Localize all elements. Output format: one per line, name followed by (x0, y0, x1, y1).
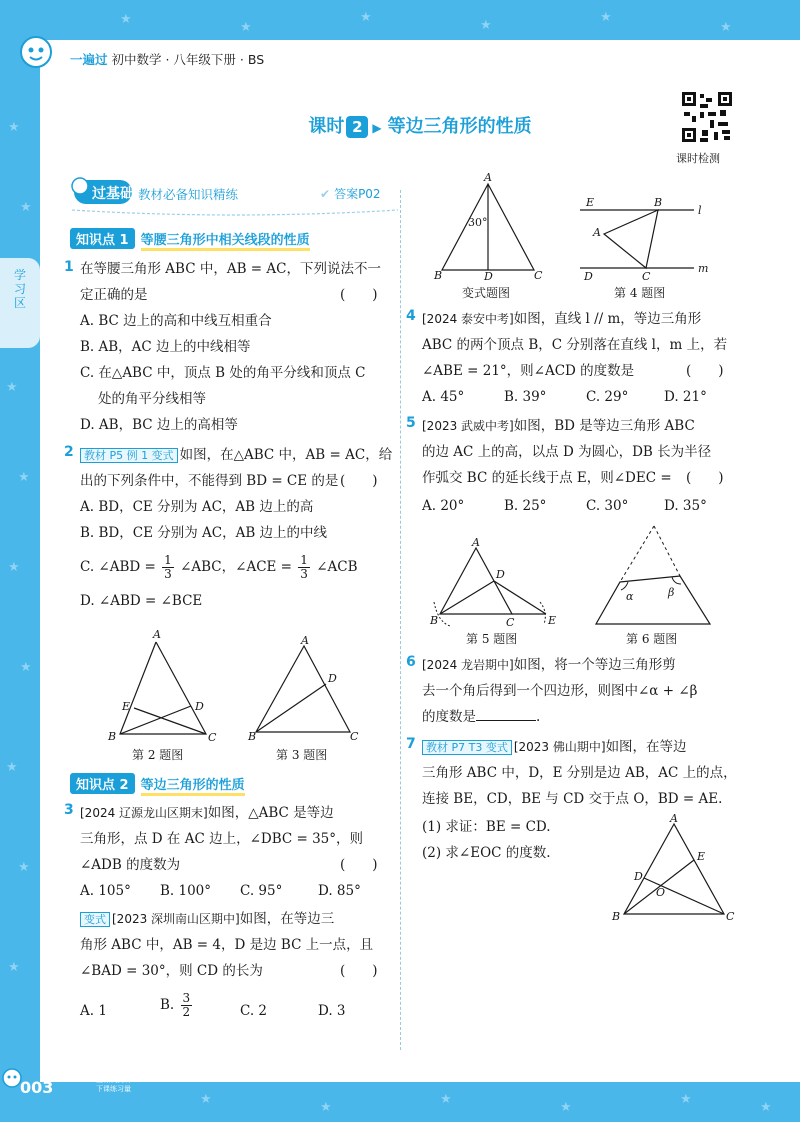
figure-4 (580, 194, 710, 284)
figure-2 (106, 626, 226, 746)
q5-bracket: ( ) (686, 470, 724, 486)
q1-stem-1: 在等腰三角形 ABC 中，AB = AC，下列说法不一 (80, 261, 381, 277)
q7-tag: 教材 P7 T3 变式 (422, 740, 512, 755)
q3v-tag: 变式 (80, 912, 110, 927)
q3-bracket: ( ) (340, 857, 378, 873)
figvar-caption: 变式题图 (462, 286, 511, 300)
page-number: 003 (20, 1078, 54, 1097)
fig7-label-c: C (726, 910, 735, 923)
fig4-label-d: D (584, 270, 593, 283)
fig5-label-b: B (430, 614, 439, 627)
q2-number: 2 (64, 444, 74, 460)
q3-option-a[interactable]: A. 105° (80, 883, 131, 899)
fig6-label-beta: β (668, 586, 675, 599)
frac-numerator: 1 (164, 553, 172, 567)
q2-c-post: ∠ACB (316, 559, 358, 575)
q2-option-d[interactable]: D. ∠ABD = ∠BCE (80, 593, 203, 609)
q3-stem-3: ∠ADB 的度数为 (80, 857, 181, 873)
lesson-number: 2 (346, 116, 368, 138)
banner-subtitle: 教材必备知识精练 (138, 187, 239, 202)
fig2-label-b: B (108, 730, 117, 743)
q4-option-a[interactable]: A. 45° (422, 389, 465, 405)
q7-stem-3: 连接 BE，CD，BE 与 CD 交于点 O，BD = AE. (422, 791, 723, 807)
footer-motto (96, 1076, 131, 1094)
fig4-label-b: B (654, 196, 663, 209)
section-banner (70, 176, 400, 216)
q3-option-b[interactable]: B. 100° (160, 883, 212, 899)
border-star-pattern: ★ ★ ★ ★ ★ ★ ★ ★ ★ ★ ★ ★ ★ ★ ★ ★ ★ ★ ★ ★ ★ (6, 10, 772, 1115)
figvar-label-a: A (484, 171, 492, 184)
lesson-name: 等边三角形的性质 (387, 116, 532, 137)
q5-stem-1 (422, 417, 695, 435)
q2-stem-1 (80, 446, 392, 465)
q3-stem-2: 三角形，点 D 在 AC 边上，∠DBC = 35°，则 (80, 831, 364, 847)
series-brand: 一遍过 (70, 52, 108, 67)
fig2-caption: 第 2 题图 (132, 748, 184, 762)
q7-stem-2: 三角形 ABC 中，D，E 分别是边 AB，AC 上的点， (422, 765, 737, 781)
q3-option-d[interactable]: D. 85° (318, 883, 361, 899)
fig3-label-d: D (328, 672, 337, 685)
fig5-label-a: A (472, 538, 480, 549)
q5-option-c[interactable]: C. 30° (586, 498, 629, 514)
q6-stem-1 (422, 656, 676, 674)
fig2-label-e: E (122, 700, 131, 713)
q4-source: [2024 泰安中考] (422, 312, 514, 326)
fig7-label-b: B (612, 910, 621, 923)
frac-denominator-2: 3 (300, 567, 308, 581)
q3v-frac-num: 3 (182, 991, 191, 1005)
q3v-option-a[interactable]: A. 1 (80, 1003, 107, 1019)
q5-stem-2: 的边 AC 上的高，以点 D 为圆心，DB 长为半径 (422, 444, 712, 460)
fig2-label-a: A (153, 628, 161, 641)
qr-code-icon[interactable] (680, 90, 734, 144)
q3v-option-b[interactable] (160, 992, 194, 1019)
fig2-label-c: C (208, 731, 217, 744)
q7-stem-1-text: 如图，在等边 (605, 739, 687, 755)
q4-bracket: ( ) (686, 363, 724, 379)
fig7-label-a: A (670, 814, 678, 825)
footer-motto-2: 下课练习量 (96, 1085, 131, 1093)
q1-option-c[interactable]: C. 在△ABC 中，顶点 B 处的角平分线和顶点 C (80, 365, 366, 381)
q5-option-d[interactable]: D. 35° (664, 498, 707, 514)
q1-option-a[interactable]: A. BC 边上的高和中线互相重合 (80, 313, 272, 329)
q3-option-c[interactable]: C. 95° (240, 883, 283, 899)
play-arrow-icon: ▶ (372, 121, 382, 135)
q2-c-mid: ∠ABC，∠ACE = (180, 559, 292, 575)
fig4-label-m: m (698, 262, 709, 275)
footer-mascot-icon (2, 1066, 22, 1092)
q4-option-d[interactable]: D. 21° (664, 389, 707, 405)
q3v-stem-1-text: 如图，在等边三 (239, 911, 335, 927)
q2-stem-2: 出的下列条件中，不能得到 BD = CE 的是 (80, 473, 339, 489)
q6-stem-2: 去一个角后得到一个四边形，则图中∠α + ∠β (422, 683, 698, 699)
knowledge-point-1 (70, 228, 310, 249)
q3-source: [2024 辽源龙山区期末] (80, 806, 208, 820)
q1-bracket: ( ) (340, 287, 378, 303)
q1-option-c-cont: 处的角平分线相等 (98, 391, 206, 407)
q3v-stem-1 (80, 910, 334, 929)
figvar-label-c: C (534, 269, 543, 282)
q6-number: 6 (406, 654, 416, 670)
frac-denominator: 3 (164, 567, 172, 581)
q3-number: 3 (64, 802, 74, 818)
q7-part-2: (2) 求∠EOC 的度数. (422, 845, 551, 861)
q3v-option-c[interactable]: C. 2 (240, 1003, 268, 1019)
side-tab-label: 学习区 (14, 268, 27, 310)
figure-5 (420, 538, 560, 632)
banner-title: 过基础 (92, 186, 134, 202)
fig6-caption: 第 6 题图 (626, 632, 678, 646)
fig4-caption: 第 4 题图 (614, 286, 666, 300)
q5-stem-1-text: 如图，BD 是等边三角形 ABC (513, 418, 695, 434)
mascot-logo-icon (18, 34, 54, 74)
figvar-label-b: B (434, 269, 443, 282)
kp2-title: 等边三角形的性质 (141, 778, 245, 796)
q6-stem-3: 的度数是 . (422, 709, 541, 725)
q2-option-a[interactable]: A. BD，CE 分别为 AC，AB 边上的高 (80, 499, 314, 515)
q2-option-b[interactable]: B. BD，CE 分别为 AC，AB 边上的中线 (80, 525, 328, 541)
answer-ref (320, 185, 381, 202)
q1-option-d[interactable]: D. AB，BC 边上的高相等 (80, 417, 238, 433)
q6-stem-1-text: 如图，将一个等边三角形剪 (513, 657, 676, 673)
figure-3 (246, 636, 366, 744)
fig4-label-e: E (586, 196, 595, 209)
fig5-caption: 第 5 题图 (466, 632, 518, 646)
series-title (70, 50, 264, 68)
header (40, 40, 800, 80)
answer-page: 答案P02 (334, 187, 381, 201)
q4-stem-1-text: 如图，直线 l // m，等边三角形 (513, 311, 702, 327)
figure-7 (610, 814, 740, 924)
q1-number: 1 (64, 259, 74, 275)
q3v-stem-2: 角形 ABC 中，AB = 4，D 是边 BC 上一点，且 (80, 937, 374, 953)
q3v-stem-3: ∠BAD = 30°，则 CD 的长为 (80, 963, 263, 979)
fig7-label-e: E (697, 850, 706, 863)
q2-stem-1-text: 如图，在△ABC 中，AB = AC，给 (179, 447, 393, 463)
fig6-label-alpha: α (626, 590, 634, 603)
q1-option-b[interactable]: B. AB，AC 边上的中线相等 (80, 339, 251, 355)
q3v-bracket: ( ) (340, 963, 378, 979)
fig3-label-c: C (350, 730, 359, 743)
figure-variant (430, 170, 550, 282)
q3v-option-d[interactable]: D. 3 (318, 1003, 346, 1019)
q7-number: 7 (406, 736, 416, 752)
fraction-one-third-2 (298, 554, 310, 581)
q4-stem-1 (422, 310, 701, 328)
q3v-frac-den: 2 (182, 1005, 191, 1019)
page (40, 40, 800, 1082)
q3v-b-pre: B. (160, 997, 175, 1013)
footer-motto-1: 上课认真听 (96, 1076, 131, 1084)
fig5-label-d: D (496, 568, 505, 581)
series-subtitle: 初中数学 · 八年级下册 · BS (111, 52, 265, 67)
q2-c-pre: C. ∠ABD = (80, 559, 156, 575)
q5-number: 5 (406, 415, 416, 431)
fig3-label-b: B (248, 730, 257, 743)
q7-part-1: (1) 求证：BE = CD. (422, 819, 551, 835)
q3-stem-1-text: 如图，△ABC 是等边 (207, 805, 334, 821)
frac-numerator-2: 1 (300, 553, 308, 567)
fig7-label-o: O (656, 886, 666, 899)
fig7-label-d: D (634, 870, 643, 883)
q7-stem-1 (422, 738, 687, 757)
q2-tag: 教材 P5 例 1 变式 (80, 448, 178, 463)
fig4-label-l: l (698, 204, 702, 217)
q2-bracket: ( ) (340, 473, 378, 489)
q2-option-c[interactable] (80, 554, 358, 581)
q5-source: [2023 武威中考] (422, 419, 514, 433)
fig3-caption: 第 3 题图 (276, 748, 328, 762)
q4-option-b[interactable]: B. 39° (504, 389, 547, 405)
q5-stem-3: 作弧交 BC 的延长线于点 E，则∠DEC = (422, 470, 672, 486)
fig2-label-d: D (195, 700, 204, 713)
kp2-tag: 知识点 2 (70, 773, 135, 794)
fraction-three-halves (181, 992, 193, 1019)
q6-source: [2024 龙岩期中] (422, 658, 514, 672)
q7-source: [2023 佛山期中] (513, 740, 606, 754)
fig4-label-a: A (593, 226, 601, 239)
knowledge-point-2 (70, 773, 245, 794)
q6-stem-3-text: 的度数是 (422, 709, 476, 725)
kp1-title: 等腰三角形中相关线段的性质 (141, 233, 310, 251)
q4-stem-2: ABC 的两个顶点 B，C 分别落在直线 l，m 上，若 (422, 337, 728, 353)
q4-option-c[interactable]: C. 29° (586, 389, 629, 405)
fig4-label-c: C (642, 270, 651, 283)
figure-6 (590, 520, 720, 630)
q6-answer-blank[interactable] (476, 720, 536, 721)
fraction-one-third (162, 554, 174, 581)
figvar-label-d: D (484, 270, 493, 282)
fig3-label-a: A (301, 636, 309, 647)
lesson-label: 课时 (308, 116, 345, 137)
q4-stem-3: ∠ABE = 21°，则∠ACD 的度数是 (422, 363, 635, 379)
qr-label: 课时检测 (676, 152, 720, 165)
q3-stem-1 (80, 804, 334, 822)
column-divider (400, 190, 401, 1050)
kp1-tag: 知识点 1 (70, 228, 135, 249)
check-icon: ✔ (320, 187, 331, 201)
q3v-source: [2023 深圳南山区期中] (112, 912, 240, 926)
q4-number: 4 (406, 308, 416, 324)
q5-option-a[interactable]: A. 20° (422, 498, 465, 514)
figvar-angle: 30° (468, 216, 488, 229)
fig5-label-c: C (506, 616, 515, 629)
fig5-label-e: E (548, 614, 557, 627)
q5-option-b[interactable]: B. 25° (504, 498, 547, 514)
q1-stem-2: 定正确的是 (80, 287, 148, 303)
